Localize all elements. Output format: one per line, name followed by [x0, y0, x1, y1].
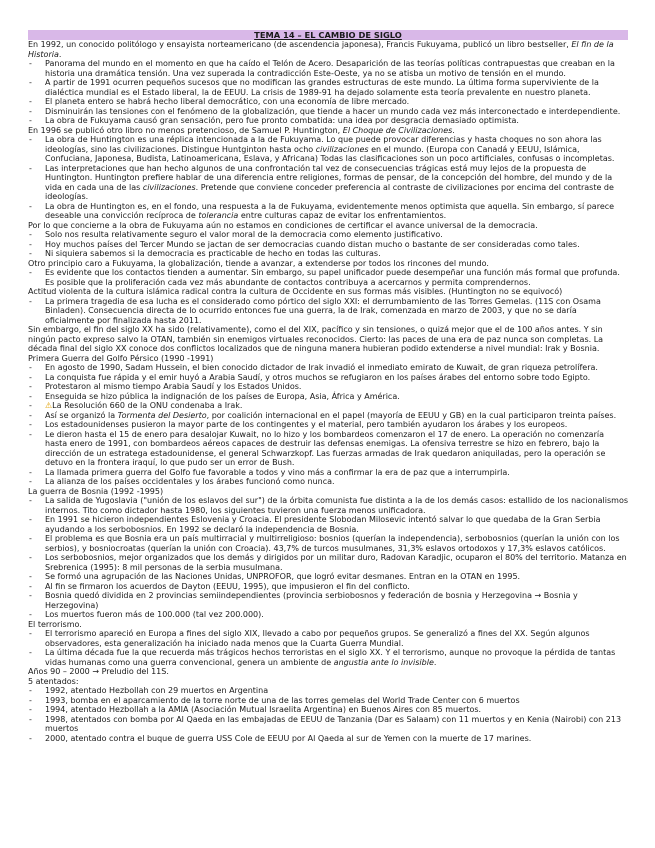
list-item: - Panorama del mundo en el momento en que ha caído el Telón de Acero. Desaparición de las teorías políticas contrapuestas que creaban en la historia una dramática tensión. Una vez superada la contradicción Este-Oeste, ya no se atisba un motivo de tensión en el mundo.	[28, 59, 628, 78]
violent-intro: Actitud violenta de la cultura islámica radical contra la cultura de Occidente en sus formas más visibles. (Huntington no se equivocó)	[28, 287, 563, 296]
gulf-heading: Primera Guerra del Golfo Pérsico (1990 -1991)	[28, 353, 214, 363]
list-item	[28, 411, 628, 421]
list-item: - Protestaron al mismo tiempo Arabia Saudí y los Estados Unidos.	[28, 382, 628, 392]
globalization-list	[28, 268, 628, 287]
list-item: - El problema es que Bosnia era un país multirracial y multirreligioso: bosnios (querían la independencia), serbobosnios (querían la unión con los serbios), y bosniocroatas (querían la unión con Croacia). 43,7% de turcos musulmanes, 31,3% eslavos ortodoxos y 17,3% eslavos católicos.	[28, 534, 628, 553]
list-text: Las interpretaciones que han hecho algunos de una confrontación tal vez de consecuencias trágicas está muy lejos de la propuesta de Huntington. Huntington prefiere hablar de una diferencia entre religiones, formas de pensar, de la concepción del hombre, del mundo y de la vida en cada una de las	[45, 163, 613, 192]
intro-text-end: .	[58, 49, 62, 59]
list-item	[28, 648, 628, 667]
list-item: - Enseguida se hizo pública la indignación de los países de Europa, Asia, África y América.	[28, 392, 628, 402]
list-item	[28, 202, 628, 221]
attacks-list	[28, 686, 628, 743]
intro-book-title: El fin de la Historia	[28, 40, 614, 59]
list-emphasis: civilizaciones	[142, 182, 196, 192]
list-text: .	[433, 657, 437, 667]
gulf-list	[28, 363, 628, 487]
list-item	[28, 401, 628, 411]
list-item: - 1994, atentado Hezbollah a la AMIA (Asociación Mutual Israelita Argentina) en Buenos Aires con 85 muertos.	[28, 705, 628, 715]
list-item: - El planeta entero se habrá hecho liberal democrático, con una economía de libre mercado.	[28, 97, 628, 107]
violent-list	[28, 297, 628, 326]
list-item: - Al fin se firmaron los acuerdos de Dayton (EEUU, 1995), que impusieron el fin del conflicto.	[28, 582, 628, 592]
list-item: - La primera tragedia de esa lucha es el considerado como pórtico del siglo XXI: el derrumbamiento de las Torres Gemelas. (11S con Osama Binladen). Consecuencia directa de lo ocurrido entonces fue una guerra, la de Irak, comenzada en marzo de 2003, y que no se daría oficialmente por finalizada hasta 2011.	[28, 297, 628, 326]
document-page	[28, 30, 628, 743]
list-item: - Le dieron hasta el 15 de enero para desalojar Kuwait, no lo hizo y los bombardeos comenzaron el 17 de enero. La operación no comenzaría hasta enero de 1991, con bombardeos aéreos capaces de destruir las defensas enemigas. La ofensiva terrestre se hizo en febrero, bajo la dirección de un estratega estadounidense, el general Schwarzkopf. Las fuerzas armadas de Irak quedaron aniquiladas, pero la operación se detuvo en la frontera iraquí, lo que pudo ser un error de Bush.	[28, 430, 628, 468]
huntington-intro	[28, 126, 628, 136]
list-text: La obra de Huntington es una réplica intencionada a la de Fukuyama. Lo que puede provocar diferencias y hasta choques no son ahora las ideologías, sino las civilizaciones. Distingue Huntginton hasta ocho	[45, 135, 602, 154]
list-item: - En 1991 se hicieron independientes Eslovenia y Croacia. El presidente Slobodan Milosevic intentó salvar lo que quedaba de la Gran Serbia ayudando a los serbobosnios. En 1992 se declaró la independencia de Bosnia.	[28, 515, 628, 534]
list-item: - Los serbobosnios, mejor organizados que los demás y dirigidos por un militar duro, Radovan Karadjic, ocuparon el 80% del territorio. Matanza en Srebrenica (1995): 8 mil personas de la serbia musulmana.	[28, 553, 628, 572]
list-item: - 1992, atentado Hezbollah con 29 muertos en Argentina	[28, 686, 628, 696]
huntington-list	[28, 135, 628, 221]
list-emphasis: Tormenta del Desierto	[117, 410, 207, 420]
list-text: Así se organizó la	[45, 410, 118, 420]
list-item: - El terrorismo apareció en Europa a fines del siglo XIX, llevado a cabo por pequeños grupos. Se generalizó a fines del XX. Según algunos observadores, esta generalización ha iniciado nada menos que la Cuarta Guerra Mundial.	[28, 629, 628, 648]
warning-icon: ⚠	[45, 401, 53, 410]
list-text: La obra de Huntington es, en el fondo, una respuesta a la de Fukuyama, evidentemente menos optimista que aquella. Sin embargo, sí parece deseable una convicción recíproca de	[45, 201, 615, 220]
list-item: - La llamada primera guerra del Golfo fue favorable a todos y vino más a confirmar la era de paz que a interrumpirla.	[28, 468, 628, 478]
years-line: Años 90 – 2000 → Preludio del 11S.	[28, 667, 169, 676]
list-item: - Es evidente que los contactos tienden a aumentar. Sin embargo, su papel unificador puede desempeñar una función más formal que profunda. Es posible que la proliferación cada vez más abundante de contactos contribuya a acercarnos y permita comprendernos.	[28, 268, 628, 287]
intro-text: En 1992, un conocido politólogo y ensayista norteamericano (de ascendencia japonesa), Francis Fukuyama, publicó un libro bestseller,	[28, 40, 572, 49]
list-item: - Los estadounidenses pusieron la mayor parte de los contingentes y el material, pero también ayudaron los árabes y los europeos.	[28, 420, 628, 430]
list-item: - La alianza de los países occidentales y los árabes funcionó como nunca.	[28, 477, 628, 487]
democracy-list	[28, 230, 628, 259]
list-item: - Solo nos resulta relativamente seguro el valor moral de la democracia como elemento justificativo.	[28, 230, 628, 240]
list-item: - Se formó una agrupación de las Naciones Unidas, UNPROFOR, que logró evitar desmanes. Entran en la OTAN en 1995.	[28, 572, 628, 582]
list-text: La Resolución 660 de la ONU condenaba a Irak.	[52, 401, 243, 410]
huntington-intro-end: .	[452, 125, 455, 135]
list-item: - Bosnia quedó dividida en 2 provincias semiindependientes (provincia serbiobosnos y federación de bosnia y Herzegovina → Bosnia y Herzegovina)	[28, 591, 628, 610]
list-item: - 1998, atentados con bomba por Al Qaeda en las embajadas de EEUU de Tanzania (Dar es Salaam) con 11 muertos y en Kenia (Nairobi) con 213 muertos	[28, 715, 628, 734]
list-item: - La conquista fue rápida y el emir huyó a Arabia Saudí, y otros muchos se refugiaron en los países árabes del entorno sobre todo Egipto.	[28, 373, 628, 383]
huntington-book-title: El Choque de Civilizaciones	[342, 125, 453, 135]
list-item: - A partir de 1991 ocurren pequeños sucesos que no modifican las grandes estructuras de este mundo. La última forma superviviente de la dialéctica mundial es el Estado liberal, la de EEUU. La crisis de 1989-91 ha dejado solamente esta teoría prevalente en nuestro planeta.	[28, 78, 628, 97]
bosnia-list	[28, 496, 628, 620]
page-title: TEMA 14 – EL CAMBIO DE SIGLO	[28, 30, 628, 40]
bosnia-heading: La guerra de Bosnia (1992 -1995)	[28, 486, 164, 496]
list-item	[28, 135, 628, 164]
list-item: - Hoy muchos países del Tercer Mundo se jactan de ser democracias cuando distan mucho o bastante de ser consideradas como tales.	[28, 240, 628, 250]
terror-heading: El terrorismo.	[28, 619, 82, 629]
globalization-intro: Otro principio caro a Fukuyama, la globalización, tiende a avanzar, a extenderse por todos los rincones del mundo.	[28, 258, 489, 268]
list-item: - 1993, bomba en el aparcamiento de la torre norte de una de las torres gemelas del World Trade Center con 6 muertos	[28, 696, 628, 706]
list-text: . Pretende que conviene conceder preferencia al contraste de civilizaciones por encima del contraste de ideologías.	[45, 182, 614, 201]
list-item: - Ni siquiera sabemos si la democracia es practicable de hecho en todas las culturas.	[28, 249, 628, 259]
list-text: en el mundo. (Europa con Canadá y EEUU, Islámica, Confuciana, Japonesa, Budista, Latinoamericana, Eslava, y Africana) Todas las clasificaciones son un poco artificiales, confusas o incompletas.	[45, 144, 615, 163]
list-emphasis: civilizaciones	[315, 144, 369, 154]
list-text: entre culturas capaz de evitar los enfrentamientos.	[238, 211, 447, 220]
terror-list	[28, 629, 628, 667]
intro-paragraph	[28, 40, 628, 59]
list-item: - 2000, atentado contra el buque de guerra USS Cole de EEUU por Al Qaeda al sur de Yemen con la muerte de 17 marines.	[28, 734, 628, 744]
list-emphasis: tolerancia	[198, 211, 239, 220]
huntington-intro-text: En 1996 se publicó otro libro no menos pretencioso, de Samuel P. Huntington,	[28, 125, 343, 135]
fukuyama-list	[28, 59, 628, 126]
list-item: - Los muertos fueron más de 100.000 (tal vez 200.000).	[28, 610, 628, 620]
list-item: - En agosto de 1990, Sadam Hussein, el bien conocido dictador de Irak invadió el inmediato emirato de Kuwait, de gran riqueza petrolífera.	[28, 363, 628, 373]
list-text: , por coalición internacional en el papel (mayoría de EEUU y GB) en la cual participaron treinta países.	[206, 410, 617, 420]
list-item: - La obra de Fukuyama causó gran sensación, pero fue pronto combatida: una idea por desgracia demasiado optimista.	[28, 116, 628, 126]
list-text: La última década fue la que recuerda más trágicos hechos terroristas en el siglo XX. Y el terrorismo, aunque no provoque la pérdida de tantas vidas humanas como una guerra convencional, genera un ambiente de	[45, 648, 616, 667]
summary-paragraph: Sin embargo, el fin del siglo XX ha sido (relativamente), como el del XIX, pacífico y sin tensiones, o quizá mejor que el de 100 años antes. Y sin ningún pacto expreso salvo la OTAN, también sin enemigos virtuales reconocidos. Cierto: las paces de una era de paz nunca son completas. La década final del siglo XX conoce dos conflictos localizados que de ninguna manera hubieran podido extenderse a nivel mundial: Irak y Bosnia.	[28, 325, 604, 353]
democracy-intro: Por lo que concierne a la obra de Fukuyama aún no estamos en condiciones de certificar el avance universal de la democracia.	[28, 220, 538, 230]
list-item: - La salida de Yugoslavia ("unión de los eslavos del sur") de la órbita comunista fue distinta a la de los demás casos: estallido de los nacionalismos internos. Tito como dictador hasta 1980, los siguientes tuvieron una fuerza menos unificadora.	[28, 496, 628, 515]
list-item	[28, 164, 628, 202]
list-item: - Disminuirán las tensiones con el fenómeno de la globalización, que tiende a hacer un mundo cada vez más interconectado e interdependiente.	[28, 107, 628, 117]
attacks-heading: 5 atentados:	[28, 676, 79, 686]
list-emphasis: angustia ante lo invisible	[333, 657, 434, 667]
